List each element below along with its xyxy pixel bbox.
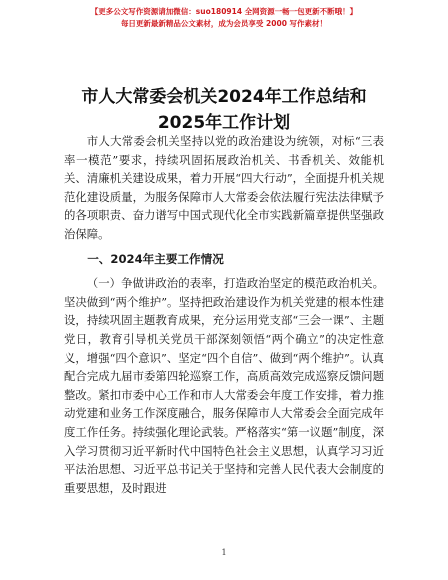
document-title: 市人大常委会机关2024年工作总结和2025年工作计划 (81, 87, 367, 133)
promo-banner-line-1: 【更多公文写作资源请加微信：suo180914 全网资源一畅一包更新不断哦！】 (90, 7, 358, 16)
document-body (64, 132, 384, 497)
section-heading: 一、2024年主要工作情况 (87, 251, 224, 266)
intro-paragraph: 市人大常委会机关坚持以党的政治建设为统领，对标“三表率一模范”要求，持续巩固拓展政治机关、书香机关、效能机关、清廉机关建设成果，着力开展“四大行动”，全面提升机关规范化建设质量，为服务保障市人大常委会依法履行宪法法律赋予的各项职责、奋力谱写中国式现代化全市实践新篇章提供坚强政治保障。 (64, 134, 384, 241)
body-paragraph: （一）争做讲政治的表率，打造政治坚定的模范政治机关。坚决做到“两个维护”。坚持把政治建设作为机关党建的根本性建设，持续巩固主题教育成果，充分运用党支部“三会一课”、主题党日，教育引导机关党员干部深刻领悟“两个确立”的决定性意义，增强“四个意识”、坚定“四个自信”、做到“两个维护”。认真配合完成九届市委第四轮巡察工作，高质高效完成巡察反馈问题整改。紧扣市委中心工作和市人大常委会年度工作安排，着力推动党建和业务工作深度融合，服务保障市人大常委会全面完成年度工作任务。持续强化理论武装。严格落实“第一议题”制度，深入学习贯彻习近平新时代中国特色社会主义思想，认真学习习近平法治思想、习近平总书记关于坚持和完善人民代表大会制度的重要思想，及时跟进 (64, 276, 384, 495)
page-number: 1 (221, 548, 227, 557)
promo-banner-line-2: 每日更新最新精品公文素材，成为会员享受 2000 写作素材！ (120, 19, 328, 28)
promo-banner (0, 6, 448, 30)
